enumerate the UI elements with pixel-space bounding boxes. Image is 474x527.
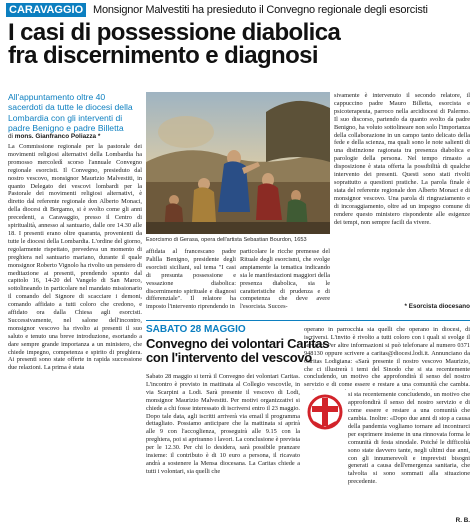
sub-article-tag: SABATO 28 MAGGIO xyxy=(146,324,246,335)
sub-headline-line-2: con l'intervento del vescovo xyxy=(146,350,312,365)
photo-caption: Esorcismo di Gerasa, opera dell'artista Sebastian Bourdon, 1653 xyxy=(146,237,307,243)
kicker-text: Monsignor Malvestiti ha presieduto il Convegno regionale degli esorcisti xyxy=(93,4,428,16)
kicker-tag: CARAVAGGIO xyxy=(6,3,86,17)
article-column-3: particolare le ricche premesse del Rituale degli esorcismi, che svolge ampiamente la tematica indicando sia le manifestazioni maggiori della presenza diabolica, sia le caratteristiche di prudenza e di competenza che deve avere l'esorcista. Succes- xyxy=(240,248,330,311)
caritas-cross-icon xyxy=(306,392,344,436)
byline-author: mons. Gianfranco Poliazza xyxy=(14,133,97,140)
byline xyxy=(8,133,142,141)
headline-line-2: fra discernimento e diagnosi xyxy=(8,42,318,69)
section-divider xyxy=(146,320,470,321)
sub-article-column-3-text: si sta recentemente concludendo, un motivo che approfondirà il senso del nostro servizio e di come essere e restare a una comunità che cambia. Inoltre: «Dopo due anni di stop a causa della pandemia vogliamo tornare ad incontrarci per esprimere insieme in una rinnovata forma le comunità di festa sinodale. Poiché le difficoltà sono state davvero tante, negli ultimi due anni, con gli innumerevoli e imprevisti bisogni generati a causa dell'emergenza sanitaria, che talvolta si sono sommati alla situazione precedente. xyxy=(348,392,470,486)
sub-article-column-2: operano in parrocchia sia quelli che operano in diocesi, di iscriversi. L'invito è rivolto a tutti coloro con i quali si svolge il servizio. Per altre informazioni si può telefonare al numero 0371 948130 oppure scrivere a caritas@diocesi.lodi.it. Annunciano da Caritas Lodigiana: «Sarà presente il nostro vescovo Maurizio, che ci illustrerà i temi del Sinodo che si sta recentemente concludendo, un motivo che approfondirà il senso del nostro servizio e di come essere e restare a una comunità che cambia. xyxy=(304,326,470,389)
article-photo xyxy=(146,92,330,234)
headline xyxy=(8,21,472,67)
article-column-1: La Commissione regionale per la pastorale dei movimenti religiosi alternativi della Lombardia ha promosso mercoledì scorso l'annuale Convegno regionale esorcisti. Il Convegno, presieduto dal nostro vescovo, monsignor Maurizio Malvestiti, in quanto Delegato dei vescovi lombardi per la Pastorale dei movimenti religiosi alternativi, è diretto dal referente regionale don Alberto Monaci, della diocesi di Bergamo, si è svolto come gli anni precedenti, a Caravaggio, presso il Centro di spiritualità, annesso al santuario, dalle ore 14.30 alle 18. I presenti erano oltre quaranta, provenienti da tutte le diocesi della Lombardia. L'ordine del giorno, regolarmente rispettato, prevedeva un momento di preghiera nel santuario mariano, durante il quale monsignor Roberto Vignolo ha rivolto un pensiero di meditazione ai presenti, prendendo spunto dal capitolo 16, 14-20 del Vangelo di San Marco, sottolineando in particolare nel mandato missionario il comando del Signore di scacciare i demoni, comando affidato a tutti coloro che credono, e affidato ora dalla Chiesa agli esorcisti. Successivamente, nel salone dell'incontro, monsignor vescovo ha rivolto ai presenti il suo saluto e tenuto una breve introduzione, esortando a dare sempre grande importanza a un ministero, che chiede impegno, competenza e spirito di preghiera. Ai presenti sono state offerte in rapida successione due relazioni. La prima è stata xyxy=(8,143,142,372)
article-column-4: sivamente è intervenuto il secondo relatore, il cappuccino padre Mauro Billetta, esorcista e psicoterapeuta, parroco nella arcidiocesi di Palermo. Il suo discorso, partendo da quanto svolto da padre Benigno, ha voluto sottolineare non solo l'importanza della collaborazione in un campo tanto delicato della fede e della scienza, ma quali sono le note salienti di una distinzione ragionata tra presenza diabolica e parologie della persona. Nel tempo rimasto a disposizione è stata offerta la possibilità di qualche intervento dei presenti. Questi sono stati rivolti soprattutto a questioni pratiche. La parola finale è stata del referente regionale don Alberto Monaci e di monsignor vescovo. Una parola di ringraziamento e di incoraggiamento, oltre ad un impegno comune di rendere questo ministero rispondente alle esigenze dei tempi, non sempre facili da vivere. xyxy=(334,92,470,226)
painting-illustration-icon xyxy=(146,92,330,234)
byline-prefix: di xyxy=(8,133,13,140)
article-signature: * Esorcista diocesano xyxy=(404,303,470,310)
caritas-logo xyxy=(306,392,344,436)
sub-article-signature: R. B. xyxy=(455,517,470,524)
sub-headline-line-1: Convegno dei volontari Caritas xyxy=(146,336,330,351)
article-column-2: affidata al francescano padre Palilla Benigno, presidente degli esorcisti siciliani, sul tema "I casi di presunta possessione e vessazione diabolica: discernimento spirituale e diagnosi differenziale". Il relatore ha imposto l'intervento riprendendo in xyxy=(146,248,236,311)
sub-article-column-3 xyxy=(348,392,470,518)
byline-star: * xyxy=(97,133,101,140)
headline-line-1: I casi di possessione diabolica xyxy=(8,19,341,46)
sub-article-column-1: Sabato 28 maggio si terrà il Convegno dei volontari Caritas. L'incontro è previsto in mattinata al Collegio vescovile, in via Scarpini a Lodi. Sarà presente il vescovo di Lodi, monsignor Maurizio Malvestiti. Per motivi organizzativi si chiede a chi fosse interessato di iscriversi entro il 23 maggio. Dopo tale data, agli iscritti arriverà via email il programma dettagliato. Possiamo anticipare che la mattinata si aprirà alle 9 con l'accoglienza, proseguirà alle 9.15 con la preghiera, poi si apriranno i lavori. La conclusione è prevista per le 12.30. Per chi lo desidera, sarà possibile pranzare insieme: il contributo è di 10 euro a persona, il ricavato andrà a sostenere la Mensa diocesana. La Caritas chiede a tutti i volontari, sia quelli che xyxy=(146,373,300,475)
lead-paragraph: All'appuntamento oltre 40 sacerdoti da tutte le diocesi della Lombardia con gli interventi di padre Benigno e padre Billetta xyxy=(8,92,133,134)
